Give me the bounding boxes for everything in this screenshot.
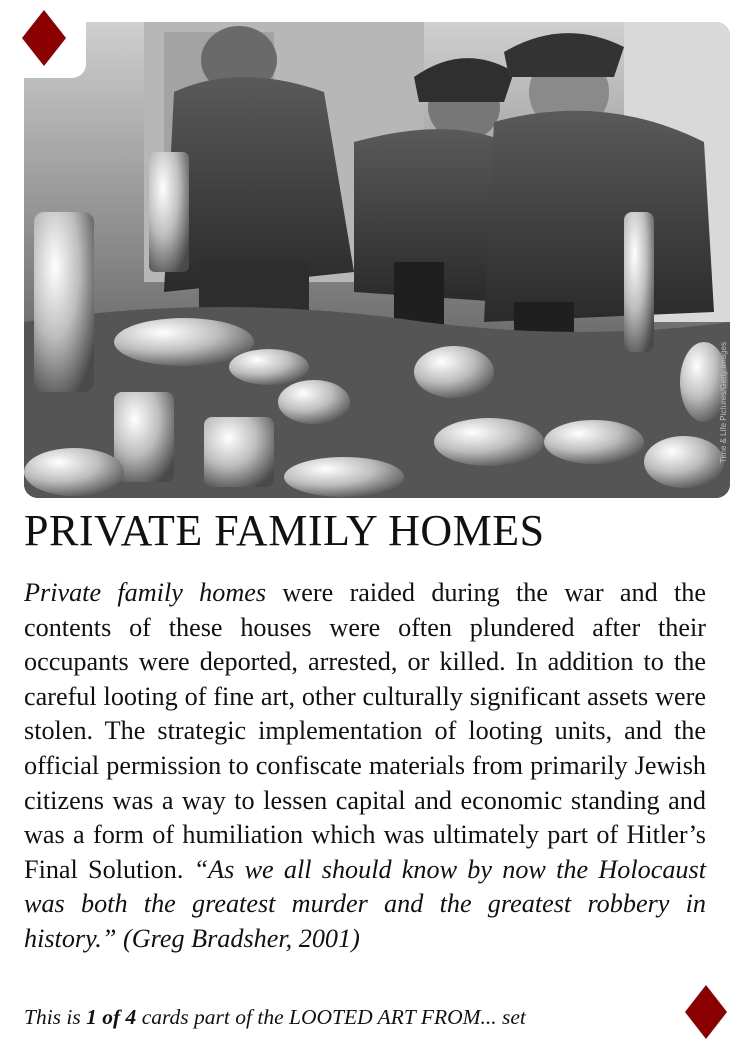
suit-corner-top-left xyxy=(0,0,86,78)
card-description xyxy=(24,576,706,957)
photo-credit: Time & Life Pictures/Getty Images xyxy=(719,342,728,464)
card-footer xyxy=(24,1005,526,1030)
card-title: PRIVATE FAMILY HOMES xyxy=(24,506,545,555)
footer-count: 1 of 4 xyxy=(86,1005,137,1029)
body-quote: “As we all should know by now the Holocaust was both the greatest murder and the greatest robbery in history.” xyxy=(24,854,706,953)
body-citation: (Greg Bradsher, 2001) xyxy=(116,923,360,953)
body-lead-italic: Private family homes xyxy=(24,578,267,607)
footer-suffix: cards part of the LOOTED ART FROM... set xyxy=(136,1005,526,1029)
soldiers-with-silver-photo xyxy=(24,22,730,498)
diamond-icon xyxy=(685,985,727,1039)
diamond-icon xyxy=(22,10,66,66)
card-photo xyxy=(24,22,730,498)
footer-prefix: This is xyxy=(24,1005,87,1029)
body-main-text: were raided during the war and the contents of these houses were often plundered after their occupants were deported, arrested, or killed. In addition to the careful looting of fine art, other culturally significant assets were stolen. The strategic implementation of looting units, and the official permission to confiscate materials from primarily Jewish citizens was a way to lessen capital and economic standing and was a form of humiliation which was ultimately part of Hitler’s Final Solution. xyxy=(24,578,706,884)
